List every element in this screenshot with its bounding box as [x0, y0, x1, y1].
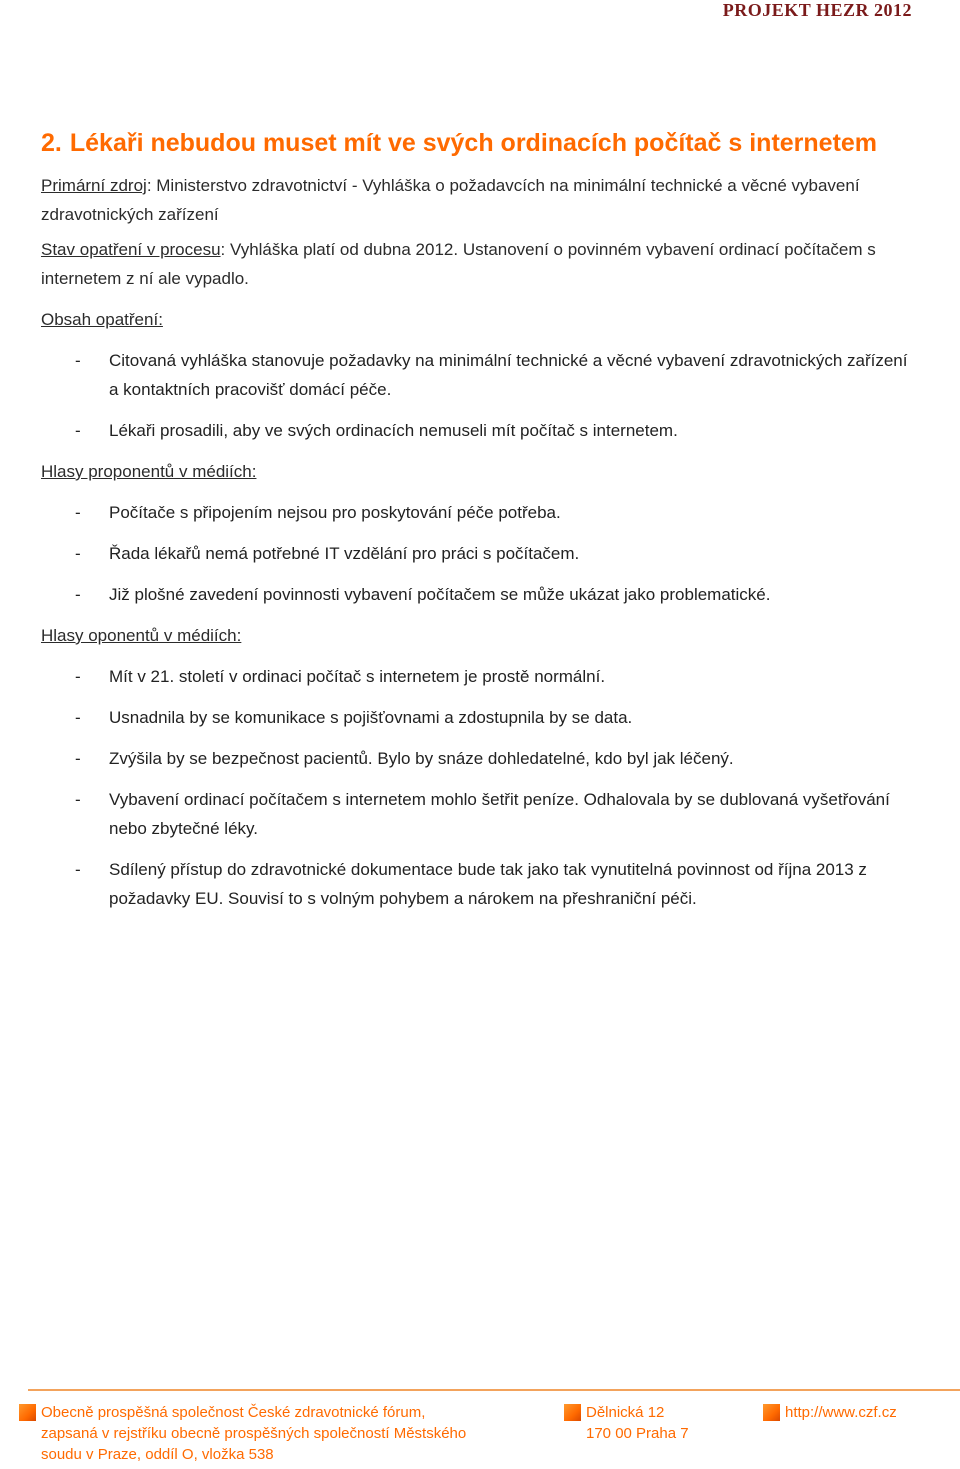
list-item: - Mít v 21. století v ordinaci počítač s internetem je prostě normální.: [41, 662, 911, 691]
dash: -: [75, 708, 81, 727]
article-title: [41, 122, 911, 165]
primary-source-text: : Ministerstvo zdravotnictví - Vyhláška o požadavcích na minimální technické a věcné vybavení zdravotnických zařízení: [41, 176, 860, 224]
dash: -: [75, 749, 81, 768]
list-item: - Lékaři prosadili, aby ve svých ordinacích nemuseli mít počítač s internetem.: [41, 416, 911, 445]
content-label: Obsah opatření:: [41, 310, 163, 329]
opponents-list: [41, 662, 911, 913]
list-item: - Sdílený přístup do zdravotnické dokumentace bude tak jako tak vynutitelná povinnost od října 2013 z požadavky EU. Souvisí to s volným pohybem a nárokem na přeshraniční péči.: [41, 855, 911, 913]
orange-square-icon: [564, 1404, 581, 1421]
article: [41, 122, 911, 925]
list-item: - Počítače s připojením nejsou pro poskytování péče potřeba.: [41, 498, 911, 527]
footer-web-link[interactable]: http://www.czf.cz: [785, 1404, 897, 1421]
header-title: PROJEKT HEZR 2012: [722, 0, 912, 20]
proponents-label: Hlasy proponentů v médiích:: [41, 462, 257, 481]
dash: -: [75, 790, 81, 809]
status-label: Stav opatření v procesu: [41, 240, 221, 259]
dash: -: [75, 667, 81, 686]
footer-divider: [28, 1389, 960, 1391]
dash: -: [75, 585, 81, 604]
proponents-list: [41, 498, 911, 609]
dash: -: [75, 544, 81, 563]
content-list: [41, 346, 911, 445]
list-item: - Řada lékařů nemá potřebné IT vzdělání pro práci s počítačem.: [41, 539, 911, 568]
footer-web: [785, 1402, 897, 1423]
status: [41, 235, 911, 293]
list-item: - Vybavení ordinací počítačem s internetem mohlo šetřit peníze. Odhalovala by se dublovaná vyšetřování nebo zbytečné léky.: [41, 785, 911, 843]
dash: -: [75, 421, 81, 440]
orange-square-icon: [19, 1404, 36, 1421]
list-item: - Citovaná vyhláška stanovuje požadavky na minimální technické a věcné vybavení zdravotnických zařízení a kontaktních pracovišť domácí péče.: [41, 346, 911, 404]
footer-address: Dělnická 12 170 00 Praha 7: [586, 1402, 689, 1444]
article-number: 2.: [41, 129, 62, 157]
dash: -: [75, 860, 81, 879]
orange-square-icon: [763, 1404, 780, 1421]
list-item: - Zvýšila by se bezpečnost pacientů. Bylo by snáze dohledatelné, kdo byl jak léčený.: [41, 744, 911, 773]
status-text: : Vyhláška platí od dubna 2012. Ustanovení o povinném vybavení ordinací počítačem s internetem z ní ale vypadlo.: [41, 240, 876, 288]
primary-source: [41, 171, 911, 229]
list-item: - Již plošné zavedení povinnosti vybavení počítačem se může ukázat jako problematické.: [41, 580, 911, 609]
footer-organization: Obecně prospěšná společnost České zdravotnické fórum, zapsaná v rejstříku obecně prospěšných společností Městského soudu v Praze, oddíl O, vložka 538: [41, 1402, 466, 1465]
opponents-label: Hlasy oponentů v médiích:: [41, 626, 242, 645]
primary-source-label: Primární zdroj: [41, 176, 147, 195]
dash: -: [75, 351, 81, 370]
article-title-text: Lékaři nebudou muset mít ve svých ordinacích počítač s internetem: [69, 129, 878, 157]
dash: -: [75, 503, 81, 522]
list-item: - Usnadnila by se komunikace s pojišťovnami a zdostupnila by se data.: [41, 703, 911, 732]
